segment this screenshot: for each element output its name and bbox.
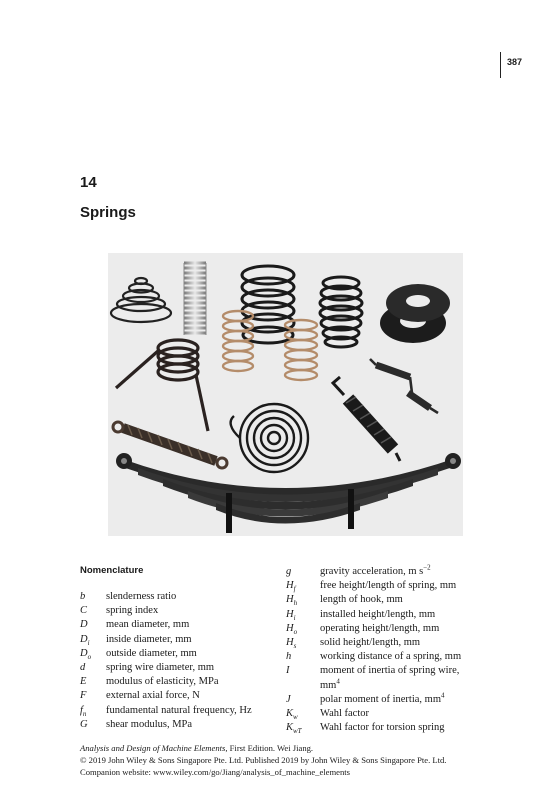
page-number: 387 [500,52,522,78]
entry-description: operating height/length, mm [320,622,440,634]
torsion-spring [116,340,208,431]
spiral-spring [231,404,308,472]
companion-website: Companion website: www.wiley.com/go/Jiang/analysis_of_machine_elements [80,767,351,777]
entry-symbol: $H_h$ [286,594,298,608]
small-extension-springs [370,359,438,413]
nomenclature-entry [80,661,252,675]
nomenclature-entry [80,704,252,718]
nomenclature-entry [286,650,461,664]
entry-description: gravity acceleration, m s [320,566,424,577]
nomenclature-entry [80,647,252,661]
leaf-spring [116,453,461,533]
entry-description: external axial force, N [106,690,200,702]
nomenclature-entry [286,707,461,721]
nomenclature-entry [80,618,252,632]
entry-symbol: E [80,676,87,688]
entry-description: free height/length of spring, mm [320,580,457,592]
entry-symbol: $H_o$ [286,622,298,636]
nomenclature-entry [286,608,461,622]
chapter-title: Springs [80,204,136,221]
entry-symbol: G [80,718,88,730]
entry-symbol: $K_w$ [286,707,298,721]
nomenclature-entry [286,593,461,607]
entry-symbol: $H_i$ [286,608,296,622]
entry-symbol: b [80,591,86,602]
entry-symbol: C [80,605,88,617]
springs-photo [108,253,463,536]
nomenclature-entry: $mm^4$ [320,677,340,691]
book-title: Analysis and Design of Machine Elements [80,743,226,753]
nomenclature-entry [286,721,461,735]
entry-symbol: $H_f$ [286,580,296,594]
black-coil-spring [242,266,294,343]
entry-description: slenderness ratio [106,591,177,602]
chapter-number: 14 [80,174,97,191]
entry-symbol: J [286,693,291,705]
entry-symbol: $K_{wT}$ [286,722,302,736]
entry-description: fundamental natural frequency, Hz [106,704,252,716]
entry-description: installed height/length, mm [320,608,436,620]
entry-symbol: $D_i$ [80,633,90,647]
entry-symbol: F [80,690,87,702]
nomenclature-entry [286,636,461,650]
nomenclature-entry [286,579,461,593]
entry-symbol: h [286,651,292,663]
footer [80,742,446,778]
nomenclature-entry [80,689,252,703]
nomenclature-entry [80,633,252,647]
silver-compression-spring [184,263,206,335]
springs-illustration [108,253,463,536]
nomenclature-entry [80,675,252,689]
conical-spring [111,278,171,322]
copyright-line: © 2019 John Wiley & Sons Singapore Pte. Ltd. Published 2019 by John Wiley & Sons Singapore Pte. Ltd. [80,755,447,765]
nomenclature-entry [286,622,461,636]
disc-washers [380,284,450,343]
edition-author: , First Edition. Wei Jiang. [225,743,314,753]
nomenclature-heading: Nomenclature [80,565,144,576]
entry-description: spring index [106,605,159,617]
entry-description: moment of inertia of spring wire, [320,665,460,677]
entry-description: working distance of a spring, mm [320,651,462,663]
nomenclature-entry [80,604,252,618]
entry-description: mean diameter, mm [106,619,190,631]
nomenclature-entry [286,664,461,678]
nomenclature-entry: g gravity acceleration, m $s^{-2}$ [286,565,461,579]
nomenclature-list-left [80,590,252,732]
entry-description: inside diameter, mm [106,633,192,645]
entry-symbol: $H_s$ [286,636,297,651]
entry-symbol: $D_o$ [80,647,92,661]
entry-description: mm [320,679,337,691]
nomenclature-list-right [286,565,461,735]
entry-description: length of hook, mm [320,594,403,606]
extension-spring-right [333,377,400,461]
entry-description: Wahl factor [320,707,370,719]
entry-description: shear modulus, MPa [106,718,193,730]
entry-description: solid height/length, mm [320,636,421,648]
nomenclature-entry [80,718,252,732]
entry-description: modulus of elasticity, MPa [106,676,219,688]
black-barrel-spring [320,277,362,347]
footer-citation [80,742,446,754]
entry-symbol: D [80,619,88,631]
entry-description: spring wire diameter, mm [106,661,215,673]
entry-description: polar moment of inertia, mm [320,693,442,705]
entry-symbol: $f_n$ [80,704,87,718]
entry-description: Wahl factor for torsion spring [320,722,445,734]
entry-symbol: d [80,661,86,673]
entry-description: outside diameter, mm [106,647,197,659]
nomenclature-entry [80,590,252,604]
entry-symbol: I [286,665,290,677]
entry-symbol: g [286,566,292,577]
nomenclature-entry: J polar moment of inertia, $mm^4$ [286,693,461,707]
